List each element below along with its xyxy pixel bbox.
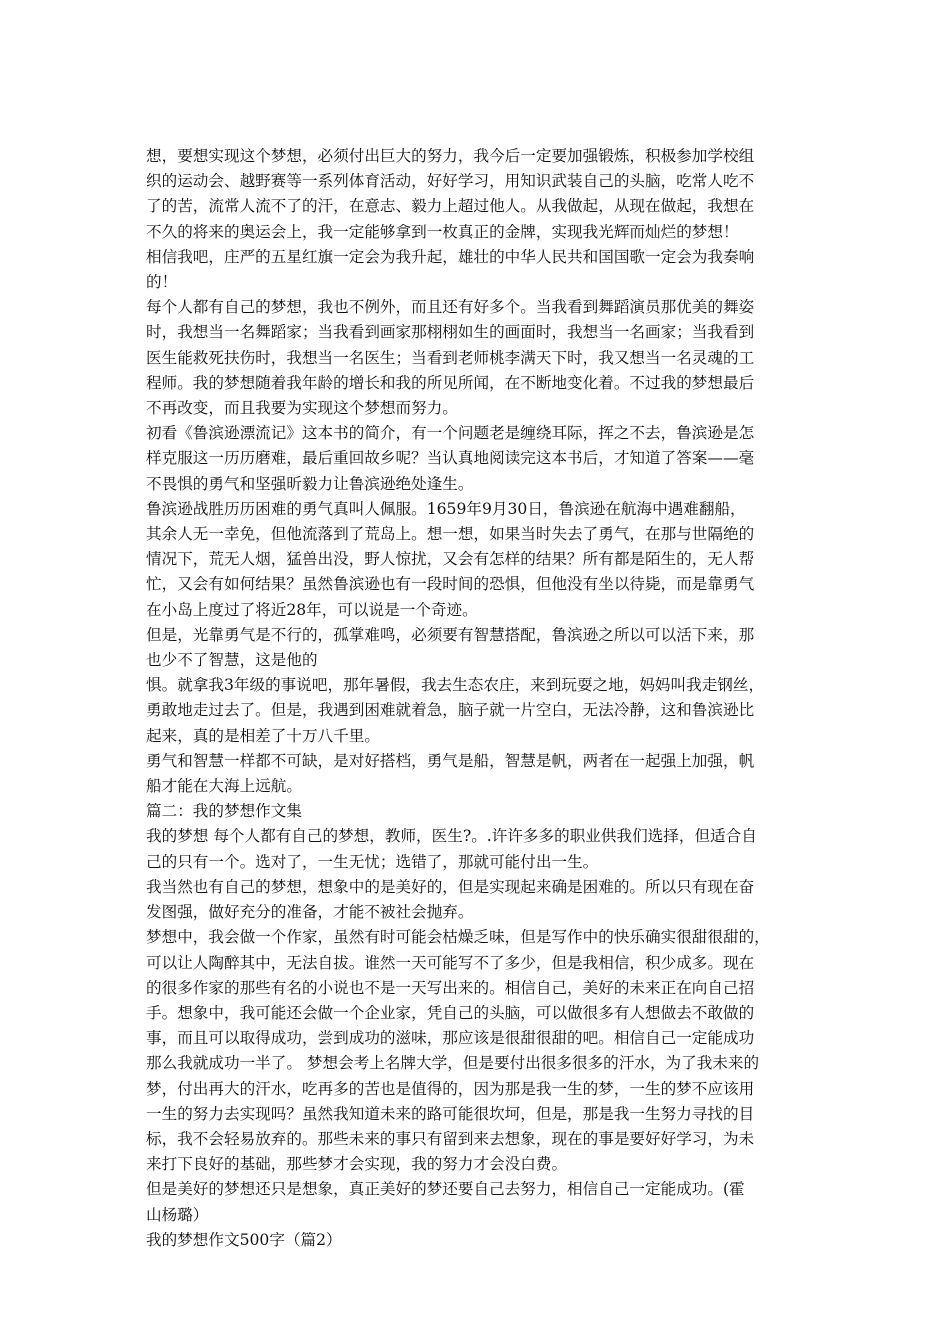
paragraph: 但是美好的梦想还只是想象，真正美好的梦还要自己去努力，相信自己一定能成功。(霍 山杨璐）: [146, 1180, 745, 1224]
paragraph: 惧。就拿我3年级的事说吧，那年暑假，我去生态农庄，来到玩耍之地，妈妈叫我走钢丝， 勇敢地走过去了。但是，我遇到困难就着急，脑子就一片空白，无法冷静，这和鲁滨逊比 起来，真的是相差了十万八千里。: [146, 676, 765, 745]
section-heading: 篇二：我的梦想作文集: [146, 802, 302, 821]
paragraph: 我当然也有自己的梦想，想象中的是美好的，但是实现起来确是困难的。所以只有现在奋 发图强，做好充分的准备，才能不被社会抛弃。: [146, 877, 755, 922]
paragraph: 但是，光靠勇气是不行的，孤掌难鸣，必须要有智慧搭配，鲁滨逊之所以可以活下来，那 也少不了智慧，这是他的: [146, 625, 755, 670]
paragraph: 勇气和智慧一样都不可缺，是对好搭档，勇气是船，智慧是帆，两者在一起强上加强，帆 船才能在大海上远航。: [146, 751, 755, 796]
paragraph: 鲁滨逊战胜历历困难的勇气真叫人佩服。1659年9月30日，鲁滨逊在航海中遇难翻船， 其余人无一幸免，但他流落到了荒岛上。想一想，如果当时失去了勇气，在那与世隔绝的 情况下，荒无人烟，猛兽出没，野人惊扰，又会有怎样的结果？所有都是陌生的，无人帮 忙，又会有如何结果？虽然鲁滨逊也有一段时间的恐惧，但他没有坐以待毙，而是靠勇气 在小岛上度过了将近28年，可以说是一个奇迹。: [146, 499, 755, 619]
section-heading: 我的梦想作文500字（篇2）: [146, 1230, 342, 1249]
paragraph: 我的梦想 每个人都有自己的梦想，教师，医生?。.许许多多的职业供我们选择，但适合自 己的只有一个。选对了，一生无忧；选错了，那就可能付出一生。: [146, 827, 757, 871]
paragraph: 初看《鲁滨逊漂流记》这本书的简介，有一个问题老是缠绕耳际，挥之不去，鲁滨逊是怎 样克服这一历历磨难，最后重回故乡呢？当认真地阅读完这本书后，才知道了答案——毫 不畏惧的勇气和坚强昕毅力让鲁滨逊绝处逢生。: [146, 424, 755, 493]
paragraph: 梦想中，我会做一个作家，虽然有时可能会枯燥乏味，但是写作中的快乐确实很甜很甜的， 可以让人陶醉其中，无法自拔。谁然一天可能写不了多少，但是我相信，积少成多。现在 的很多作家的那些有名的小说也不是一天写出来的。相信自己，美好的未来正在向自己招 手。想象中，我可能还会做一个企业家，凭自己的头脑，可以做很多有人想做去不敢做的 事，而且可以取得成功，尝到成功的滋味，那应该是很甜很甜的吧。相信自己一定能成功 那么我就成功一半了。 梦想会考上名牌大学，但是要付出很多很多的汗水，为了我未来的 梦，付出再大的汗水，吃再多的苦也是值得的，因为那是我一生的梦，一生的梦不应该用 一生的努力去实现吗？虽然我知道未来的路可能很坎坷，但是，那是我一生努力寻找的目 标，我不会轻易放弃的。那些未来的事只有留到来去想象，现在的事是要好好学习，为未 来打下良好的基础，那些梦才会实现，我的努力才会没白费。: [146, 928, 770, 1174]
paragraph: 每个人都有自己的梦想，我也不例外，而且还有好多个。当我看到舞蹈演员那优美的舞姿 时，我想当一名舞蹈家；当我看到画家那栩栩如生的画面时，我想当一名画家；当我看到 医生能救死扶伤时，我想当一名医生；当看到老师桃李满天下时，我又想当一名灵魂的工 程师。我的梦想随着我年龄的增长和我的所见所闻，在不断地变化着。不过我的梦想最后 不再改变，而且我要为实现这个梦想而努力。: [146, 298, 755, 418]
paragraph: 想，要想实现这个梦想，必须付出巨大的努力，我今后一定要加强锻炼，积极参加学校组 织的运动会、越野赛等一系列体育活动，好好学习，用知识武装自己的头脑，吃常人吃不 了的苦，流常人流不了的汗，在意志、毅力上超过他人。从我做起，从现在做起，我想在 不久的将来的奥运会上，我一定能够拿到一枚真正的金牌，实现我光辉而灿烂的梦想！: [146, 147, 755, 241]
document-page: [146, 144, 822, 1253]
paragraph: 相信我吧，庄严的五星红旗一定会为我升起，雄壮的中华人民共和国国歌一定会为我奏响 的！: [146, 247, 755, 292]
